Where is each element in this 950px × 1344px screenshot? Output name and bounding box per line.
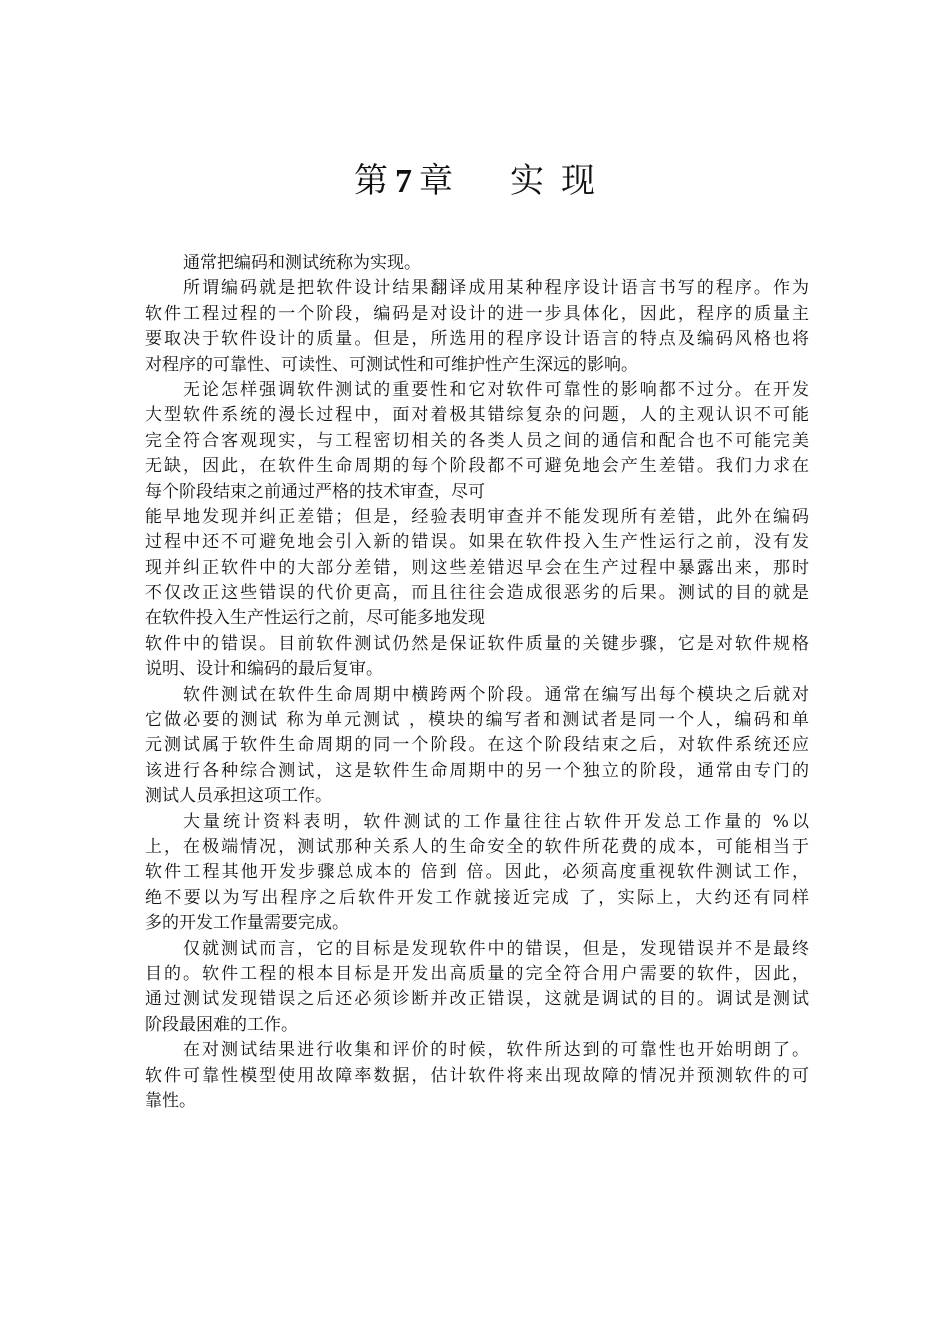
text-line: 无缺，因此，在软件生命周期的每个阶段都不可避免地会产生差错。我们力求在 [145,456,809,477]
text-line: 软件中的错误。目前软件测试仍然是保证软件质量的关键步骤，它是对软件规格 [145,633,809,654]
text-line: 能早地发现并纠正差错；但是，经验表明审查并不能发现所有差错，此外在编码 [145,506,809,527]
body-text [145,251,809,1114]
text-line: 过程中还不可避免地会引入新的错误。如果在软件投入生产性运行之前，没有发 [145,532,809,553]
text-line: 大量统计资料表明，软件测试的工作量往往占软件开发总工作量的 %以 [183,811,809,832]
text-line: 每个阶段结束之前通过严格的技术审查，尽可 [145,481,485,502]
text-line: 对程序的可靠性、可读性、可测试性和可维护性产生深远的影响。 [145,354,638,375]
text-line: 要取决于软件设计的质量。但是，所选用的程序设计语言的特点及编码风格也将 [145,329,809,350]
text-line: 绝不要以为写出程序之后软件开发工作就接近完成 了，实际上，大约还有同样 [145,887,809,908]
text-line: 上，在极端情况，测试那种关系人的生命安全的软件所花费的成本，可能相当于 [145,836,809,857]
text-line: 软件工程过程的一个阶段，编码是对设计的进一步具体化，因此，程序的质量主 [145,303,809,324]
chapter-number: 7 [395,163,413,200]
text-line: 完全符合客观现实，与工程密切相关的各类人员之间的通信和配合也不可能完美 [145,430,809,451]
text-line: 无论怎样强调软件测试的重要性和它对软件可靠性的影响都不过分。在开发 [183,379,809,400]
chapter-name-char-1: 实 [510,161,545,201]
chapter-title [0,156,950,207]
text-line: 测试人员承担这项工作。 [145,786,332,807]
text-line: 仅就测试而言，它的目标是发现软件中的错误，但是，发现错误并不是最终 [183,938,809,959]
text-line: 软件测试在软件生命周期中横跨两个阶段。通常在编写出每个模块之后就对 [183,684,809,705]
text-line: 软件工程其他开发步骤总成本的 倍到 倍。因此，必须高度重视软件测试工作， [145,862,809,883]
chapter-name-char-2: 现 [561,161,596,201]
chapter-prefix: 第 [354,161,389,201]
text-line: 现并纠正软件中的大部分差错，则这些差错迟早会在生产过程中暴露出来，那时 [145,557,809,578]
text-line: 大型软件系统的漫长过程中，面对着极其错综复杂的问题，人的主观认识不可能 [145,405,809,426]
text-line: 在软件投入生产性运行之前，尽可能多地发现 [145,608,485,629]
chapter-suffix: 章 [419,161,454,201]
text-line: 该进行各种综合测试，这是软件生命周期中的另一个独立的阶段，通常由专门的 [145,760,809,781]
text-line: 靠性。 [145,1090,196,1111]
text-line: 它做必要的测试 称为单元测试 ，模块的编写者和测试者是同一个人，编码和单 [145,710,809,731]
text-line: 不仅改正这些错误的代价更高，而且往往会造成很恶劣的后果。测试的目的就是 [145,583,809,604]
text-line: 阶段最困难的工作。 [145,1014,298,1035]
text-line: 目的。软件工程的根本目标是开发出高质量的完全符合用户需要的软件，因此， [145,963,809,984]
text-line: 说明、设计和编码的最后复审。 [145,659,383,680]
text-line: 通常把编码和测试统称为实现。 [183,253,421,273]
text-line: 元测试属于软件生命周期的同一个阶段。在这个阶段结束之后，对软件系统还应 [145,735,809,756]
text-line: 多的开发工作量需要完成。 [145,913,349,934]
text-line: 在对测试结果进行收集和评价的时候，软件所达到的可靠性也开始明朗了。 [183,1040,809,1061]
text-line: 通过测试发现错误之后还必须诊断并改正错误，这就是调试的目的。调试是测试 [145,989,809,1010]
text-line: 所谓编码就是把软件设计结果翻译成用某种程序设计语言书写的程序。作为 [183,278,809,299]
text-line: 软件可靠性模型使用故障率数据，估计软件将来出现故障的情况并预测软件的可 [145,1065,809,1086]
